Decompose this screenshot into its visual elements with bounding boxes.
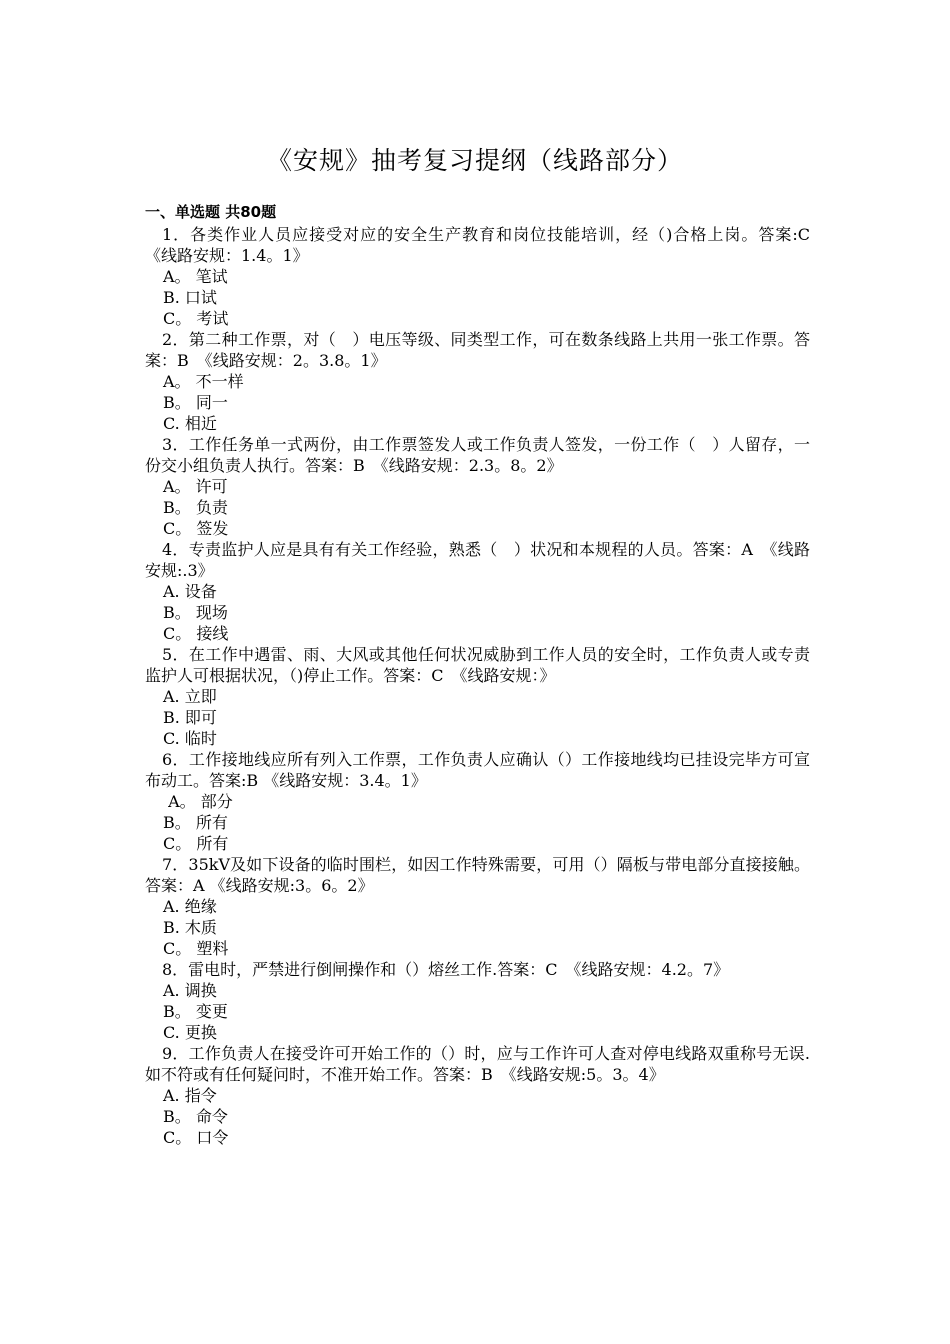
answer-option: C。 所有	[163, 834, 229, 853]
question-text: 6．工作接地线应所有列入工作票，工作负责人应确认（）工作接地线均已挂设完毕方可宣布动工。答案:B 《线路安规：3.4。1》	[145, 750, 810, 790]
answer-option: C. 更换	[163, 1023, 217, 1042]
answer-option: A。 笔试	[163, 267, 228, 286]
answer-option: A. 立即	[163, 687, 217, 706]
question-text: 5．在工作中遇雷、雨、大风或其他任何状况威胁到工作人员的安全时，工作负责人或专责监护人可根据状况，（)停止工作。答案：C 《线路安规：》	[145, 645, 810, 685]
page-title: 《安规》抽考复习提纲（线路部分）	[266, 146, 683, 175]
answer-option: B. 木质	[163, 918, 217, 937]
answer-option: B。 变更	[163, 1002, 228, 1021]
answer-option: A. 设备	[163, 582, 217, 601]
answer-option: B。 所有	[163, 813, 228, 832]
question-text: 9．工作负责人在接受许可开始工作的（）时，应与工作许可人查对停电线路双重称号无误.如不符或有任何疑问时，不准开始工作。答案：B 《线路安规:5。3。4》	[145, 1044, 810, 1084]
answer-option: C. 临时	[163, 729, 217, 748]
question-text: 1．各类作业人员应接受对应的安全生产教育和岗位技能培训，经（)合格上岗。答案:C 《线路安规：1.4。1》	[145, 225, 827, 265]
answer-option: C。 签发	[163, 519, 229, 538]
question-text: 2．第二种工作票，对（ ）电压等级、同类型工作，可在数条线路上共用一张工作票。答案：B 《线路安规：2。3.8。1》	[145, 330, 810, 370]
answer-option: A。 不一样	[163, 372, 244, 391]
answer-option: A。 许可	[163, 477, 228, 496]
answer-option: C。 口令	[163, 1128, 229, 1147]
answer-option: A. 指令	[163, 1086, 217, 1105]
answer-option: C. 相近	[163, 414, 217, 433]
question-list	[145, 203, 827, 1148]
answer-option: A。 部分	[163, 792, 233, 811]
answer-option: C。 考试	[163, 309, 229, 328]
question-text: 8．雷电时，严禁进行倒闸操作和（）熔丝工作.答案：C 《线路安规：4.2。7》	[162, 960, 730, 979]
answer-option: A. 绝缘	[163, 897, 217, 916]
answer-option: A. 调换	[163, 981, 217, 1000]
question-text: 4．专责监护人应是具有有关工作经验，熟悉（ ）状况和本规程的人员。答案：A 《线路安规:.3》	[145, 540, 810, 580]
answer-option: B。 命令	[163, 1107, 228, 1126]
answer-option: B。 现场	[163, 603, 228, 622]
answer-option: B. 即可	[163, 708, 217, 727]
answer-option: B. 口试	[163, 288, 217, 307]
section-heading: 一、单选题 共80题	[145, 203, 277, 221]
question-text: 7．35kV及如下设备的临时围栏，如因工作特殊需要，可用（）隔板与带电部分直接接触。答案：A 《线路安规:3。6。2》	[145, 855, 810, 895]
answer-option: B。 负责	[163, 498, 228, 517]
answer-option: C。 塑料	[163, 939, 229, 958]
answer-option: B。 同一	[163, 393, 228, 412]
answer-option: C。 接线	[163, 624, 229, 643]
question-text: 3．工作任务单一式两份，由工作票签发人或工作负责人签发，一份工作（ ）人留存，一份交小组负责人执行。答案：B 《线路安规：2.3。8。2》	[145, 435, 810, 475]
